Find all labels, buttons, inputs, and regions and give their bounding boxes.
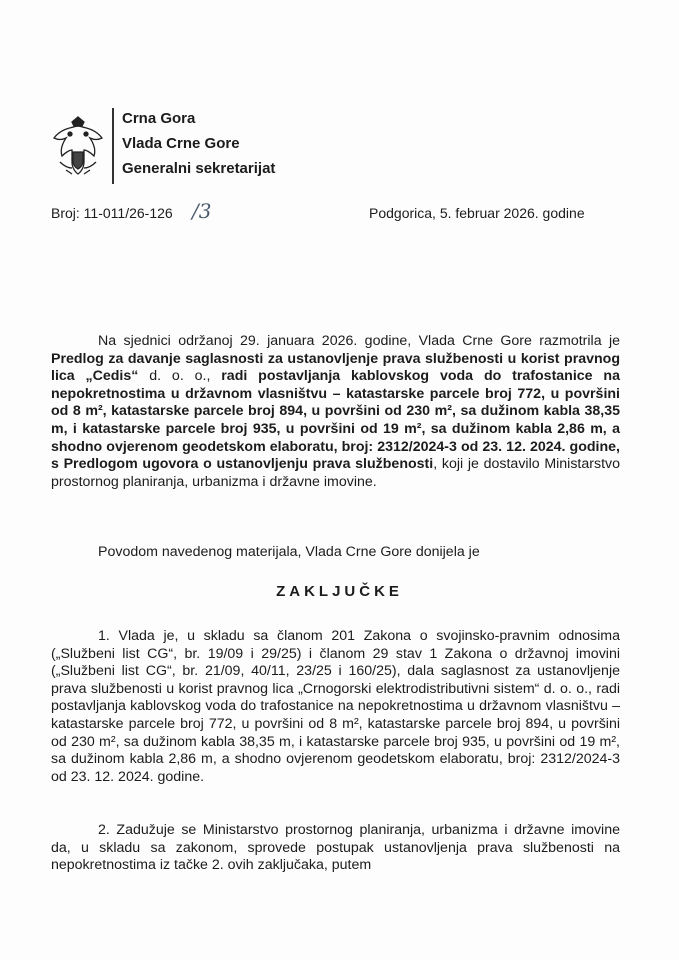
intro-paragraph-2: Povodom navedenog materijala, Vlada Crne Gore donijela je [98, 544, 480, 560]
header-government: Vlada Crne Gore [122, 135, 240, 152]
place-date: Podgorica, 5. februar 2026. godine [369, 205, 585, 221]
section-heading: ZAKLJUČKE [276, 583, 403, 600]
conclusion-2: 2. Zadužuje se Ministarstvo prostornog planiranja, urbanizma i državne imovine da, u skladu sa zakonom, sprovede postupak ustanovljenja prava službenosti na nepokretnostima iz tačke 2. ovih zaključaka, putem [51, 822, 620, 874]
intro-paragraph: Na sjednici održanoj 29. januara 2026. godine, Vlada Crne Gore razmotrila je Predlog za davanje saglasnosti za ustanovljenje prava službenosti u korist pravnog lica „Cedis“ d. o. o., radi postavljanja kablovskog voda do trafostanice na nepokretnostima u državnom vlasništvu – katastarske parcele broj 772, u površini od 8 m², katastarske parcele broj 894, u površini od 230 m², sa dužinom kabla 38,35 m, i katastarske parcele broj 935, u površini od 19 m², sa dužinom kabla 2,86 m, a shodno ovjerenom geodetskom elaboratu, broj: 2312/2024-3 od 23. 12. 2024. godine, s Predlogom ugovora o ustanovljenju prava službenosti, koji je dostavilo Ministarstvo prostornog planiranja, urbanizma i državne imovine. [51, 333, 620, 490]
header-office: Generalni sekretarijat [122, 160, 276, 177]
coat-of-arms-icon [50, 116, 106, 178]
reference-number: Broj: 11-011/26-126 [51, 205, 173, 221]
conclusion-1: 1. Vlada je, u skladu sa članom 201 Zakona o svojinsko-pravnim odnosima („Službeni list CG“, br. 19/09 i 29/25) i članom 29 stav 1 Zakona o državnoj imovini („Službeni list CG“, br. 21/09, 40/11, 23/25 i 160/25), dala saglasnost za ustanovljenje prava službenosti u korist pravnog lica „Crnogorski elektrodistributivni sistem“ d. o. o., radi postavljanja kablovskog voda do trafostanice na nepokretnostima u državnom vlasništvu – katastarske parcele broj 772, u površini od 8 m², katastarske parcele broj 894, u površini od 230 m², sa dužinom kabla 38,35 m, i katastarske parcele broj 935, u površini od 19 m², sa dužinom kabla 2,86 m, a shodno ovjerenom geodetskom elaboratu, broj: 2312/2024-3 od 23. 12. 2024. godine. [51, 628, 620, 785]
header-divider [112, 108, 114, 184]
header-country: Crna Gora [122, 110, 196, 127]
handwritten-suffix: /3 [192, 199, 212, 223]
